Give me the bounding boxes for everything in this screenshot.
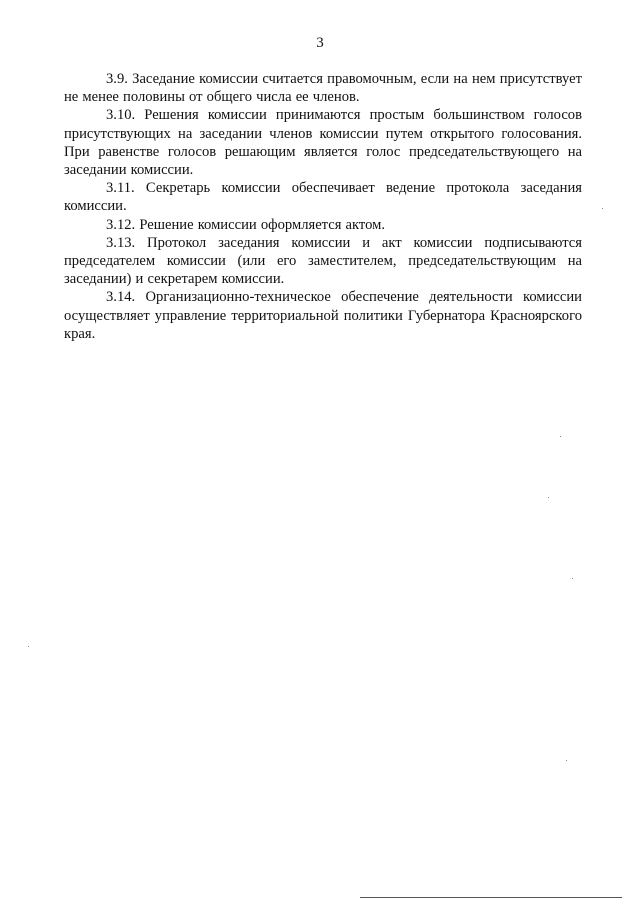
scan-speck bbox=[28, 646, 29, 647]
scan-speck bbox=[602, 208, 603, 209]
document-body bbox=[64, 70, 582, 343]
paragraph-3-11: 3.11. Секретарь комиссии обеспечивает ведение протокола заседания комиссии. bbox=[64, 180, 582, 215]
paragraph-3-9: 3.9. Заседание комиссии считается правомочным, если на нем присутствует не менее половины от общего числа ее членов. bbox=[64, 71, 582, 106]
bottom-scan-line bbox=[360, 897, 622, 898]
scan-speck bbox=[560, 436, 561, 437]
paragraph-3-10: 3.10. Решения комиссии принимаются простым большинством голосов присутствующих на заседании членов комиссии путем открытого голосования. При равенстве голосов решающим является голос председательствующего на заседании комиссии. bbox=[64, 107, 582, 179]
scan-speck bbox=[548, 497, 549, 498]
paragraph-3-14: 3.14. Организационно-техническое обеспечение деятельности комиссии осуществляет управление территориальной политики Губернатора Красноярского края. bbox=[64, 289, 582, 342]
paragraph-3-13: 3.13. Протокол заседания комиссии и акт комиссии подписываются председателем комиссии (или его заместителем, председательствующим на заседании) и секретарем комиссии. bbox=[64, 234, 582, 288]
scan-speck bbox=[566, 760, 567, 761]
page-number: 3 bbox=[316, 35, 324, 51]
scan-speck bbox=[572, 578, 573, 579]
paragraph-3-12: 3.12. Решение комиссии оформляется актом. bbox=[106, 216, 386, 233]
